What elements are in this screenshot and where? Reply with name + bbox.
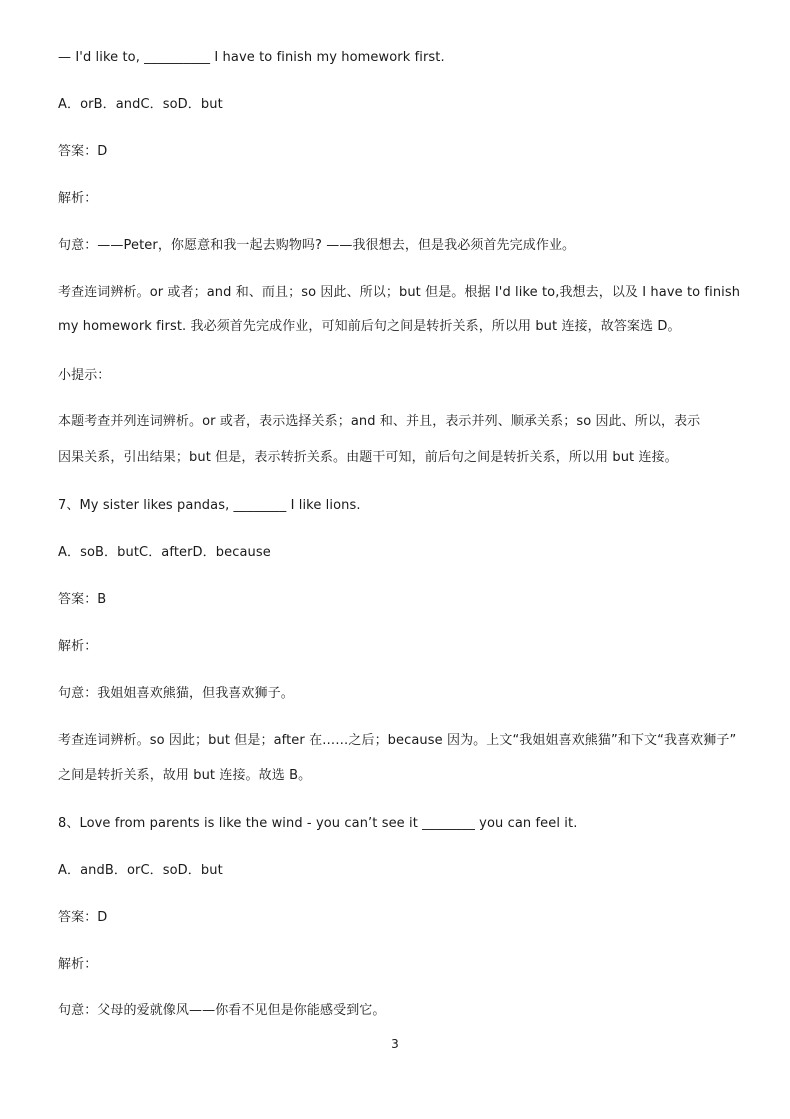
question-6-stem: — I'd like to, __________ I have to finish my homework first. (58, 50, 445, 65)
question-8-answer: 答案：D (58, 910, 108, 925)
question-6-explanation-2: my homework first. 我必须首先完成作业，可知前后句之间是转折关系，所以用 but 连接，故答案选 D。 (58, 319, 681, 334)
question-6-tip-1: 本题考查并列连词辨析。or 或者，表示选择关系；and 和、并且，表示并列、顺承关系；so 因此、所以，表示 (58, 414, 701, 429)
question-7-analysis-heading: 解析： (58, 639, 98, 654)
question-7-explanation-1: 考查连词辨析。so 因此；but 但是；after 在……之后；because 因为。上文“我姐姐喜欢熊猫”和下文“我喜欢狮子” (58, 733, 737, 748)
question-7-translation: 句意：我姐姐喜欢熊猫，但我喜欢狮子。 (58, 686, 294, 701)
question-8-analysis-heading: 解析： (58, 957, 98, 972)
question-6-options: A．orB．andC．soD．but (58, 97, 223, 112)
question-8-options: A．andB．orC．soD．but (58, 863, 223, 878)
question-6-explanation-1: 考查连词辨析。or 或者；and 和、而且；so 因此、所以；but 但是。根据 I'd like to,我想去，以及 I have to finish (58, 285, 741, 300)
question-7-options: A．soB．butC．afterD．because (58, 545, 271, 560)
question-6-analysis-heading: 解析： (58, 191, 98, 206)
question-8-stem: 8、Love from parents is like the wind - you can’t see it ________ you can feel it. (58, 816, 578, 831)
question-6-answer: 答案：D (58, 144, 108, 159)
question-6-translation: 句意：——Peter，你愿意和我一起去购物吗? ——我很想去，但是我必须首先完成作业。 (58, 238, 576, 253)
question-7-explanation-2: 之间是转折关系，故用 but 连接。故选 B。 (58, 768, 312, 783)
page-number: 3 (391, 1037, 399, 1051)
question-8-translation: 句意：父母的爱就像风——你看不见但是你能感受到它。 (58, 1003, 386, 1018)
question-6-tip-heading: 小提示： (58, 368, 111, 383)
question-7-stem: 7、My sister likes pandas, ________ I like lions. (58, 498, 361, 513)
question-7-answer: 答案：B (58, 592, 107, 607)
question-6-tip-2: 因果关系，引出结果；but 但是，表示转折关系。由题干可知，前后句之间是转折关系，所以用 but 连接。 (58, 450, 678, 465)
